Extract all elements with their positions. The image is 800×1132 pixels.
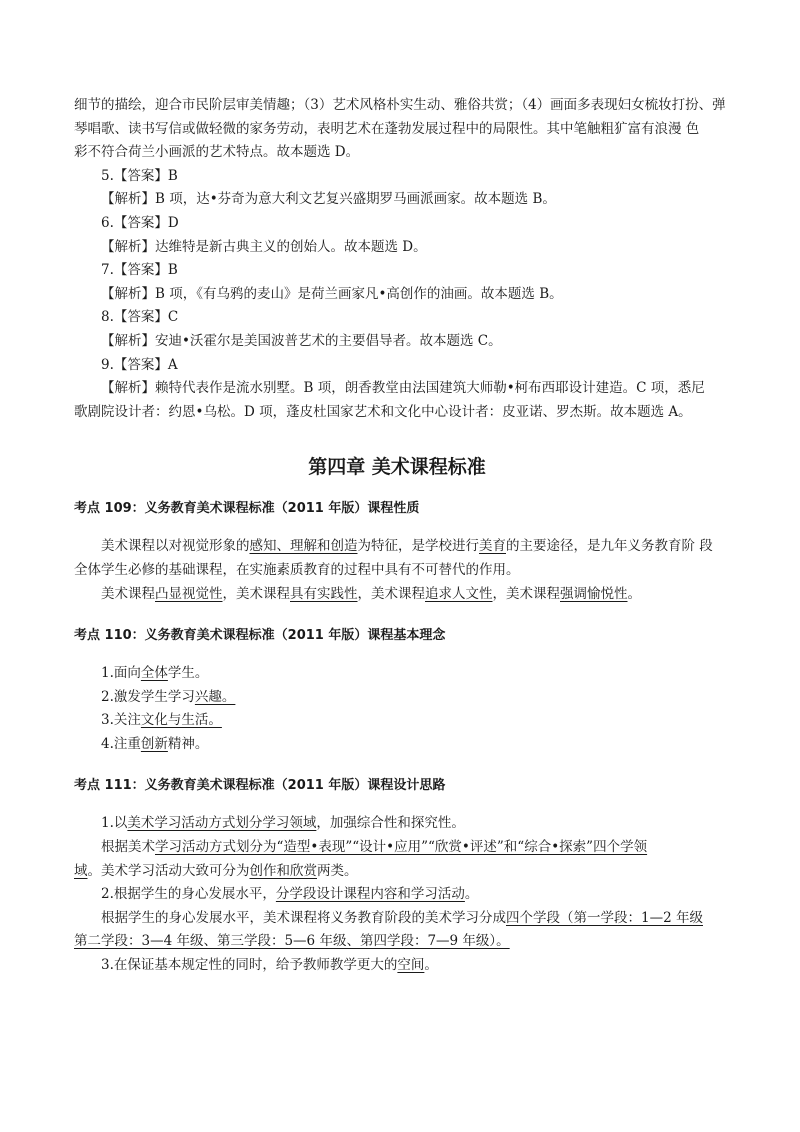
text-run: 为特征，是学校进行 — [357, 538, 479, 555]
paragraph-line — [74, 583, 720, 607]
text-run: 精神。 — [167, 735, 209, 752]
text-run: 学生。 — [167, 665, 209, 682]
analysis-line: 【解析】安迪•沃霍尔是美国波普艺术的主要倡导者。故本题选 C。 — [101, 332, 502, 349]
answers-section — [74, 94, 726, 424]
text-run: 3.在保证基本规定性的同时，给予教师教学更大的 — [101, 957, 398, 974]
kaodian-111 — [74, 776, 720, 977]
text-line: 彩不符合荷兰小画派的艺术特点。故本题选 D。 — [74, 144, 360, 161]
text-run: 的主要途径，是九年义务教育阶 段 — [506, 538, 713, 555]
list-item — [74, 883, 720, 907]
underlined-term: 追求人文性 — [425, 585, 493, 602]
underlined-term: 创新 — [140, 735, 168, 752]
text-run: 1.以 — [101, 815, 128, 832]
text-run: ，美术课程 — [357, 585, 425, 602]
underlined-term: 强调愉悦性 — [560, 585, 628, 602]
list-item — [74, 812, 720, 836]
text-run: ，美术课程 — [222, 585, 290, 602]
paragraph-line — [74, 535, 720, 559]
text-run: 。 — [424, 957, 438, 974]
analysis-line: 歌剧院设计者：约恩•乌松。D 项，蓬皮杜国家艺术和文化中心设计者：皮亚诺、罗杰斯。故本题选 A。 — [74, 403, 692, 420]
answer-line: 8.【答案】C — [101, 309, 179, 326]
text-run: ，美术课程 — [492, 585, 560, 602]
text-run: 两类。 — [317, 862, 358, 879]
paragraph-line: 全体学生必修的基础课程，在实施素质教育的过程中具有不可替代的作用。 — [74, 561, 520, 578]
analysis-line: 【解析】B 项，达•芬奇为意大利文艺复兴盛期罗马画派画家。故本题选 B。 — [101, 191, 556, 208]
underlined-term: 域 — [74, 862, 88, 879]
text-line: 细节的描绘，迎合市民阶层审美情趣；（3）艺术风格朴实生动、雅俗共赏；（4）画面多表现妇女梳妆打扮、弹 — [74, 97, 726, 113]
kaodian-heading: 考点 111：义务教育美术课程标准（2011 年版）课程设计思路 — [74, 778, 446, 794]
answer-line: 7.【答案】B — [101, 262, 178, 279]
text-run: 4.注重 — [101, 735, 141, 752]
answer-line: 5.【答案】B — [101, 167, 178, 184]
paragraph-line — [74, 907, 720, 931]
text-line: 琴唱歌、读书写信或做轻微的家务劳动，表明艺术在蓬勃发展过程中的局限性。其中笔触粗犷富有浪漫 色 — [74, 120, 700, 137]
chapter-title: 第四章 美术课程标准 — [308, 456, 486, 479]
text-run: 3.关注 — [101, 712, 141, 729]
underlined-term: 空间 — [397, 957, 425, 974]
paragraph-line — [74, 836, 720, 860]
underlined-term: 分学段设计课程内容和学习活动 — [275, 886, 465, 903]
underlined-term: 创作和欣赏 — [249, 862, 317, 879]
list-item — [74, 954, 720, 978]
text-run: 。美术学习活动大致可分为 — [87, 862, 250, 879]
list-item — [74, 709, 720, 733]
text-run: 2.激发学生学习 — [101, 688, 195, 705]
list-item — [74, 662, 720, 686]
list-item — [74, 686, 720, 710]
answer-line: 9.【答案】A — [101, 356, 178, 373]
text-run: 根据学生的身心发展水平，美术课程将义务教育阶段的美术学习分成 — [101, 909, 506, 926]
kaodian-110 — [74, 626, 720, 756]
underlined-term: 美术学习活动方式划分学习领域 — [127, 815, 317, 832]
underlined-term: 具有实践性 — [290, 585, 358, 602]
underlined-term: 第二学段：3—4 年级、第三学段：5—6 年级、第四学段：7—9 年级）。 — [74, 933, 510, 950]
underlined-term: 美育 — [479, 538, 506, 555]
kaodian-heading: 考点 110：义务教育美术课程标准（2011 年版）课程基本理念 — [74, 628, 446, 644]
underlined-term: 感知、理解和创造 — [249, 538, 358, 555]
paragraph-line — [74, 930, 720, 954]
underlined-term: 文化与生活。 — [140, 712, 222, 729]
underlined-term: 凸显视觉性 — [155, 585, 223, 602]
text-run: 美术课程以对视觉形象的 — [101, 538, 250, 555]
kaodian-109 — [74, 499, 720, 606]
text-run: 。 — [627, 585, 641, 602]
text-run: ，加强综合性和探究性。 — [316, 815, 465, 832]
list-item — [74, 733, 720, 757]
text-run: 1.面向 — [101, 665, 141, 682]
text-run: 根据美术 — [101, 839, 155, 856]
answer-line: 6.【答案】D — [101, 214, 179, 231]
paragraph-line — [74, 860, 720, 884]
analysis-line: 【解析】B 项，《有乌鸦的麦山》是荷兰画家凡•高创作的油画。故本题选 B。 — [101, 285, 563, 302]
text-run: 2.根据学生的身心发展水平， — [101, 886, 276, 903]
text-run: 美术课程 — [101, 585, 155, 602]
underlined-term: 四个学段（第一学段：1—2 年级 — [506, 909, 703, 926]
analysis-line: 【解析】赖特代表作是流水别墅。B 项，朗香教堂由法国建筑大师勒•柯布西耶设计建造。C 项，悉尼 — [101, 380, 705, 397]
text-run: 。 — [464, 886, 479, 903]
analysis-line: 【解析】达维特是新古典主义的创始人。故本题选 D。 — [101, 238, 427, 255]
underlined-term: 学习活动方式划分为“造型•表现”“设计•应用”“欣赏•评述”和“综合•探索”四个学领 — [155, 839, 648, 856]
underlined-term: 全体 — [140, 665, 168, 682]
underlined-term: 兴趣。 — [194, 688, 236, 705]
kaodian-heading: 考点 109：义务教育美术课程标准（2011 年版）课程性质 — [74, 501, 420, 517]
